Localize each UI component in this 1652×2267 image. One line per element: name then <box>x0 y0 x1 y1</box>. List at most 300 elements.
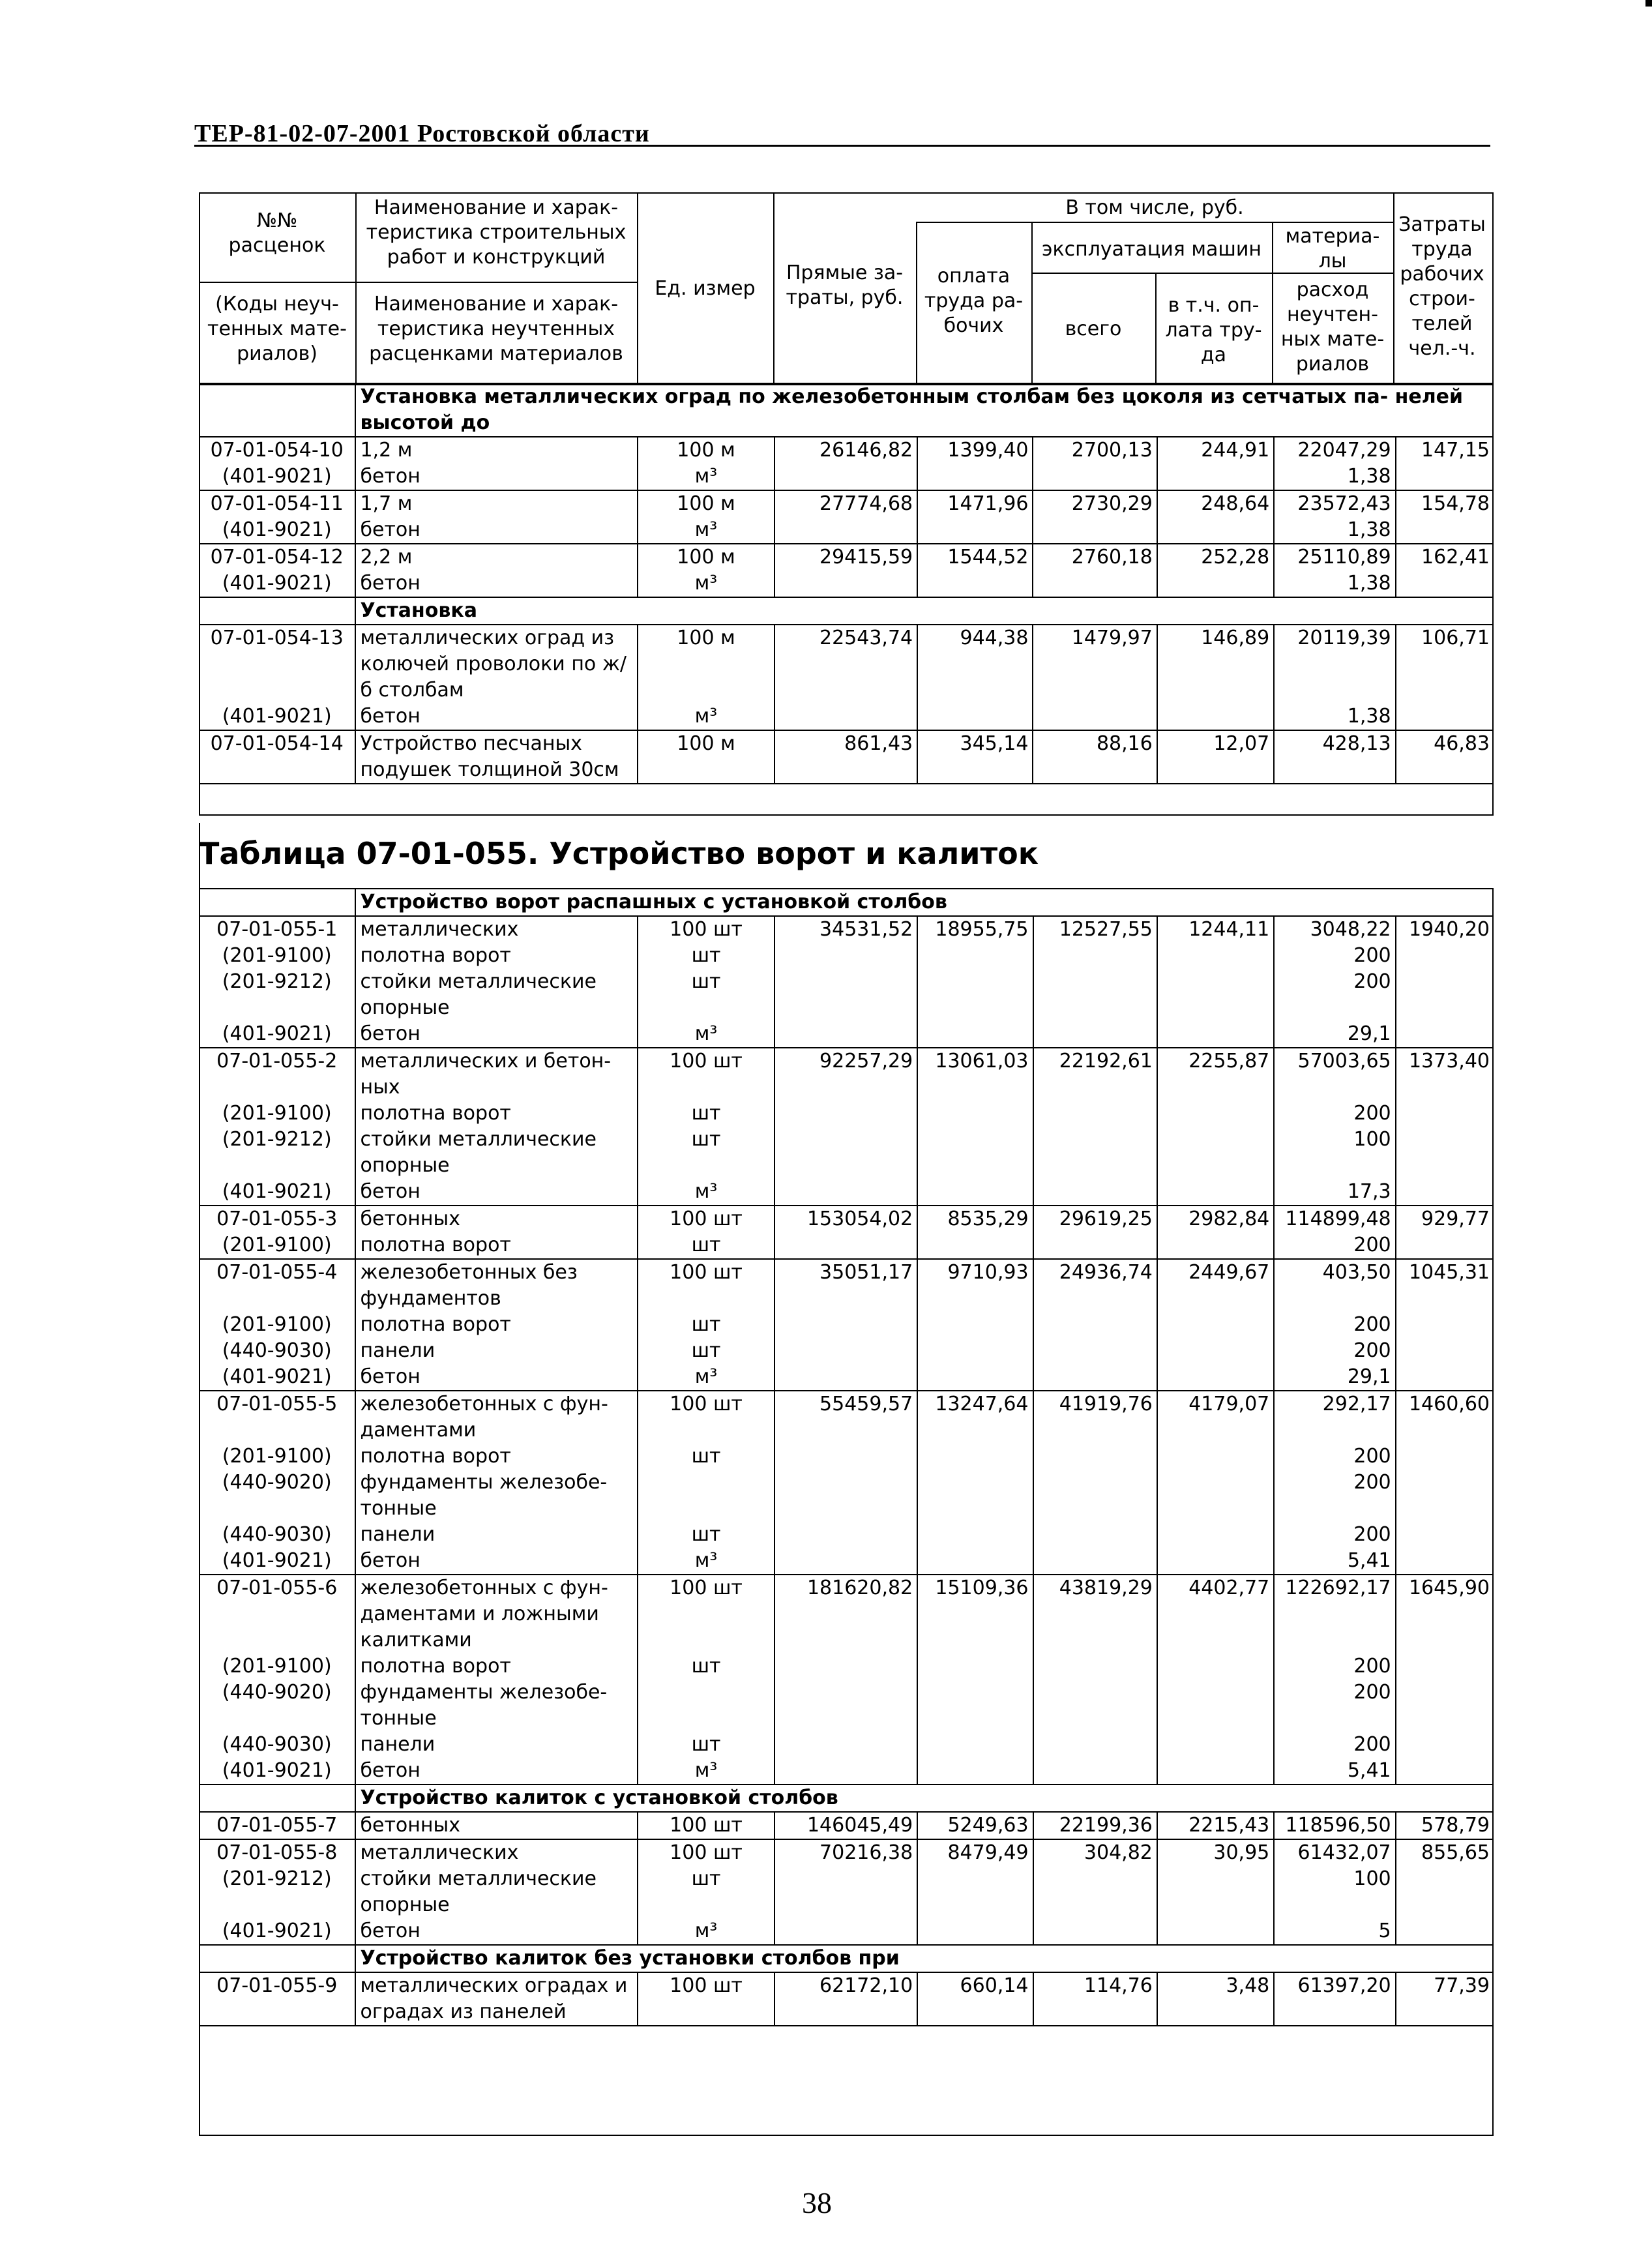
cell-code: (201-9100) <box>222 1445 332 1468</box>
cell-code: 07-01-055-1 <box>216 918 338 941</box>
hdr-text: труда <box>1411 238 1473 261</box>
cell-code: (201-9100) <box>222 944 332 967</box>
hdr-text: Наименование и харак- <box>374 196 619 219</box>
col-code-top <box>199 209 355 258</box>
cell-code: (201-9100) <box>199 1232 355 1259</box>
hdr-text: да <box>1200 344 1227 366</box>
cell-labor <box>917 1866 1033 1918</box>
cell-mach-labor <box>1157 1232 1274 1259</box>
section-title: Устройство ворот распашных с установкой столбов <box>355 889 1494 916</box>
hdr-text: Затраты <box>1398 213 1486 236</box>
table-row <box>199 464 1494 490</box>
cell-name: стойки металлические опорные <box>355 1866 638 1918</box>
cell-hours <box>1396 1653 1494 1680</box>
table-row <box>199 1206 1494 1232</box>
table-row <box>199 969 1494 1021</box>
cell-unit: шт <box>638 1127 774 1179</box>
section-spacer <box>199 1945 355 1972</box>
cell-direct: 146045,49 <box>774 1812 917 1839</box>
cell-labor <box>917 1522 1033 1548</box>
cell-labor <box>917 1918 1033 1945</box>
cell-unit: м³ <box>638 704 774 730</box>
cell-labor <box>917 969 1033 1021</box>
hdr-text: чел.-ч. <box>1408 337 1476 360</box>
cell-direct <box>774 1732 917 1758</box>
table-row <box>199 1444 1494 1470</box>
cell-unit: м³ <box>638 517 774 544</box>
cell-mat: 1,38 <box>1274 517 1395 544</box>
cell-labor <box>917 943 1033 969</box>
cell-mach-labor: 248,64 <box>1157 490 1274 517</box>
cell-hours <box>1396 1918 1494 1945</box>
cell-mach-labor <box>1157 1127 1274 1179</box>
cell-mat: 20119,39 <box>1274 625 1395 704</box>
table-row <box>199 1812 1494 1839</box>
cell-mach-labor <box>1157 570 1274 597</box>
table-row <box>199 1179 1494 1206</box>
cell-unit: м³ <box>638 1758 774 1785</box>
cell-name: панели <box>355 1338 638 1364</box>
cell-name: полотна ворот <box>355 1444 638 1470</box>
cell-mach-labor <box>1157 1732 1274 1758</box>
section-row <box>199 1945 1494 1972</box>
section-title: Устройство калиток с установкой столбов <box>355 1785 1494 1812</box>
cell-mach: 304,82 <box>1033 1839 1157 1866</box>
cell-name: бетон <box>355 464 638 490</box>
cell-name: панели <box>355 1732 638 1758</box>
cell-mach-labor: 3,48 <box>1157 1972 1274 2026</box>
cell-code: (201-9100) <box>222 1655 332 1678</box>
cell-mach: 2700,13 <box>1033 437 1157 464</box>
cell-mat: 200 <box>1274 1101 1395 1127</box>
cell-labor: 8479,49 <box>917 1839 1033 1866</box>
cell-mat: 5,41 <box>1274 1758 1395 1785</box>
cell-direct: 92257,29 <box>774 1048 917 1101</box>
table-row <box>199 1575 1494 1653</box>
cell-code: (401-9021) <box>199 1548 355 1575</box>
cell-mach-labor <box>1157 517 1274 544</box>
cell-labor: 1544,52 <box>917 544 1033 570</box>
hdr-text: материа- <box>1285 225 1380 248</box>
cell-labor <box>917 1758 1033 1785</box>
cell-code: (201-9100) <box>222 1102 332 1125</box>
hdr-text: риалов <box>1295 353 1370 376</box>
section-title: Устройство калиток без установки столбов при <box>355 1945 1494 1972</box>
cell-name: бетон <box>355 1179 638 1206</box>
cell-unit: шт <box>638 1312 774 1338</box>
cell-mat: 22047,29 <box>1274 437 1395 464</box>
header-rule <box>194 145 1490 147</box>
cell-mat: 200 <box>1274 1312 1395 1338</box>
cell-name: железобетонных без фундаментов <box>355 1259 638 1312</box>
hdr-text: рабочих <box>1400 263 1484 286</box>
cell-mach-labor <box>1157 1101 1274 1127</box>
cell-direct <box>774 1232 917 1259</box>
cell-direct <box>774 1101 917 1127</box>
cell-labor <box>917 1021 1033 1048</box>
cell-unit: 100 шт <box>638 1839 774 1866</box>
cell-mach <box>1033 1918 1157 1945</box>
cell-mach: 24936,74 <box>1033 1259 1157 1312</box>
table-row <box>199 730 1494 784</box>
cell-mach: 114,76 <box>1033 1972 1157 2026</box>
table-row <box>199 625 1494 704</box>
cell-name: бетон <box>355 1021 638 1048</box>
cell-name: металлических <box>355 916 638 943</box>
hdr-text: бочих <box>943 314 1004 337</box>
cell-direct <box>774 1918 917 1945</box>
cell-mat: 23572,43 <box>1274 490 1395 517</box>
cell-name: стойки металлические опорные <box>355 969 638 1021</box>
cell-direct <box>774 1653 917 1680</box>
cell-mach-labor <box>1157 969 1274 1021</box>
cell-mach-labor <box>1157 1918 1274 1945</box>
section-row <box>199 889 1494 916</box>
cell-unit: 100 м <box>638 625 774 704</box>
cell-code: 07-01-055-6 <box>216 1577 338 1599</box>
cell-unit: 100 шт <box>638 1259 774 1312</box>
cell-code: (401-9021) <box>199 464 355 490</box>
col-name-bottom <box>355 292 637 366</box>
cell-code: 07-01-055-3 <box>216 1208 338 1230</box>
cell-unit: 100 шт <box>638 916 774 943</box>
cell-name: фундаменты железобе- тонные <box>355 1680 638 1732</box>
cell-mach: 2730,29 <box>1033 490 1157 517</box>
cell-mach <box>1033 570 1157 597</box>
cell-mach: 22199,36 <box>1033 1812 1157 1839</box>
cell-labor <box>917 1364 1033 1391</box>
table-row <box>199 1839 1494 1866</box>
cell-direct <box>774 704 917 730</box>
cell-mat: 403,50 <box>1274 1259 1395 1312</box>
hdr-text: тенных мате- <box>207 318 347 340</box>
col-materials-unacc <box>1272 278 1393 377</box>
cell-direct: 35051,17 <box>774 1259 917 1312</box>
table-row <box>199 1653 1494 1680</box>
cell-name: железобетонных с фун- даментами и ложными калитками <box>355 1575 638 1653</box>
cell-mach-labor: 4179,07 <box>1157 1391 1274 1444</box>
table-row <box>199 1522 1494 1548</box>
cell-mach <box>1033 517 1157 544</box>
table-row <box>199 1918 1494 1945</box>
cell-hours <box>1396 1338 1494 1364</box>
cell-labor: 1399,40 <box>917 437 1033 464</box>
cell-labor <box>917 1179 1033 1206</box>
cell-unit: 100 шт <box>638 1812 774 1839</box>
cell-hours: 855,65 <box>1396 1839 1494 1866</box>
cell-direct <box>774 1312 917 1338</box>
hdr-text: расценками материалов <box>369 342 623 365</box>
cell-direct: 34531,52 <box>774 916 917 943</box>
cell-name: бетонных <box>355 1206 638 1232</box>
cell-code: 07-01-054-14 <box>199 730 355 784</box>
cell-hours: 1045,31 <box>1396 1259 1494 1312</box>
cell-hours <box>1396 1732 1494 1758</box>
cell-labor: 8535,29 <box>917 1206 1033 1232</box>
cell-mat: 61432,07 <box>1274 1839 1395 1866</box>
cell-hours <box>1396 1866 1494 1918</box>
section-title: Установка <box>355 597 1494 625</box>
cell-mat: 200 <box>1274 1653 1395 1680</box>
cell-direct <box>774 1338 917 1364</box>
table-row <box>199 1364 1494 1391</box>
cell-name: стойки металлические опорные <box>355 1127 638 1179</box>
cell-mach: 2760,18 <box>1033 544 1157 570</box>
cell-direct <box>774 517 917 544</box>
cell-name: металлических оградах и оградах из панелей <box>355 1972 638 2026</box>
cell-mach: 29619,25 <box>1033 1206 1157 1232</box>
cell-mach-labor <box>1157 1548 1274 1575</box>
cell-hours <box>1396 969 1494 1021</box>
cell-mat: 61397,20 <box>1274 1972 1395 2026</box>
col-labor-cost <box>1393 213 1491 361</box>
hdr-text: работ и конструкций <box>387 246 606 269</box>
table-row <box>199 916 1494 943</box>
cell-mat: 100 <box>1274 1866 1395 1918</box>
cell-mach <box>1033 464 1157 490</box>
cell-hours: 147,15 <box>1396 437 1494 464</box>
table-row <box>199 1866 1494 1918</box>
hdr-text: неучтен- <box>1287 303 1378 326</box>
rates-table-part1 <box>199 384 1494 784</box>
cell-hours <box>1396 1548 1494 1575</box>
cell-code: 07-01-055-8 <box>216 1841 338 1864</box>
cell-mach-labor <box>1157 1680 1274 1732</box>
cell-labor: 944,38 <box>917 625 1033 704</box>
section-spacer <box>199 384 355 437</box>
hdr-text: труда ра- <box>924 289 1024 312</box>
cell-mach <box>1033 1232 1157 1259</box>
cell-mach-labor: 2215,43 <box>1157 1812 1274 1839</box>
section-row <box>199 597 1494 625</box>
cell-code: (401-9021) <box>199 1364 355 1391</box>
cell-direct <box>774 1021 917 1048</box>
cell-mach-labor <box>1157 1179 1274 1206</box>
cell-labor: 5249,63 <box>917 1812 1033 1839</box>
cell-labor: 13061,03 <box>917 1048 1033 1101</box>
cell-code: (401-9021) <box>199 1179 355 1206</box>
col-incl: В том числе, руб. <box>1065 196 1244 219</box>
cell-mat: 200 <box>1274 1444 1395 1470</box>
table-row <box>199 1048 1494 1101</box>
cell-labor <box>917 464 1033 490</box>
cell-unit: шт <box>638 1232 774 1259</box>
cell-hours: 154,78 <box>1396 490 1494 517</box>
table-row <box>199 1232 1494 1259</box>
cell-hours: 77,39 <box>1396 1972 1494 2026</box>
hdr-text: теристика строительных <box>366 221 627 244</box>
cell-direct: 181620,82 <box>774 1575 917 1653</box>
cell-direct: 55459,57 <box>774 1391 917 1444</box>
cell-name: бетон <box>355 517 638 544</box>
cell-mat: 57003,65 <box>1274 1048 1395 1101</box>
section-title: Установка металлических оград по железобетонным столбам без цоколя из сетчатых па- нелей высотой до <box>355 384 1494 437</box>
hdr-text: (Коды неуч- <box>215 293 339 316</box>
cell-mach-labor: 252,28 <box>1157 544 1274 570</box>
cell-unit: 100 м <box>638 730 774 784</box>
cell-mach-labor: 2255,87 <box>1157 1048 1274 1101</box>
cell-labor: 13247,64 <box>917 1391 1033 1444</box>
cell-mach <box>1033 704 1157 730</box>
cell-mach-labor: 12,07 <box>1157 730 1274 784</box>
cell-mach-labor: 4402,77 <box>1157 1575 1274 1653</box>
table-row <box>199 1312 1494 1338</box>
cell-unit: шт <box>638 969 774 1021</box>
table-row <box>199 1470 1494 1522</box>
cell-unit <box>638 1680 774 1732</box>
cell-direct <box>774 1680 917 1732</box>
cell-mach-labor <box>1157 704 1274 730</box>
cell-hours <box>1396 570 1494 597</box>
cell-unit: 100 шт <box>638 1206 774 1232</box>
cell-direct <box>774 1522 917 1548</box>
cell-unit <box>638 1470 774 1522</box>
table-title: Таблица 07-01-055. Устройство ворот и калиток <box>199 836 1039 871</box>
cell-name: фундаменты железобе- тонные <box>355 1470 638 1522</box>
cell-hours <box>1396 943 1494 969</box>
col-name-top <box>355 196 637 270</box>
cell-direct: 70216,38 <box>774 1839 917 1866</box>
table-row <box>199 943 1494 969</box>
cell-mat: 118596,50 <box>1274 1812 1395 1839</box>
cell-hours <box>1396 1179 1494 1206</box>
cell-direct <box>774 1866 917 1918</box>
col-labor-pay <box>916 264 1031 338</box>
cell-name: металлических <box>355 1839 638 1866</box>
cell-code: (440-9020) <box>222 1681 332 1704</box>
cell-mat: 5 <box>1274 1918 1395 1945</box>
hdr-text: №№ <box>256 209 298 232</box>
cell-mach: 12527,55 <box>1033 916 1157 943</box>
cell-labor <box>917 517 1033 544</box>
cell-mach <box>1033 1364 1157 1391</box>
cell-labor <box>917 704 1033 730</box>
cell-direct: 62172,10 <box>774 1972 917 2026</box>
cell-hours <box>1396 464 1494 490</box>
cell-mat: 114899,48 <box>1274 1206 1395 1232</box>
cell-hours: 929,77 <box>1396 1206 1494 1232</box>
cell-direct <box>774 464 917 490</box>
cell-name: полотна ворот <box>355 1312 638 1338</box>
cell-direct <box>774 969 917 1021</box>
hdr-text: ных мате- <box>1280 328 1385 351</box>
section-spacer <box>199 597 355 625</box>
col-unit: Ед. измер <box>655 277 756 300</box>
cell-mach <box>1033 1312 1157 1338</box>
cell-code: 07-01-054-11 <box>210 492 344 515</box>
cell-direct <box>774 1364 917 1391</box>
table-row <box>199 437 1494 464</box>
col-machines: эксплуатация машин <box>1042 238 1261 261</box>
section-spacer <box>199 889 355 916</box>
cell-unit: м³ <box>638 1364 774 1391</box>
cell-direct: 29415,59 <box>774 544 917 570</box>
cell-hours <box>1396 1021 1494 1048</box>
cell-code: (201-9100) <box>222 1313 332 1336</box>
cell-unit: шт <box>638 1866 774 1918</box>
table-row <box>199 1101 1494 1127</box>
cell-labor: 9710,93 <box>917 1259 1033 1312</box>
cell-mach-labor: 2449,67 <box>1157 1259 1274 1312</box>
cell-code: 07-01-054-13 <box>210 627 344 649</box>
cell-mach-labor <box>1157 1444 1274 1470</box>
cell-mach: 22192,61 <box>1033 1048 1157 1101</box>
cell-unit: 100 м <box>638 437 774 464</box>
section-row <box>199 1785 1494 1812</box>
cell-name: полотна ворот <box>355 943 638 969</box>
cell-unit: шт <box>638 1444 774 1470</box>
cell-code: (401-9021) <box>199 570 355 597</box>
cell-direct <box>774 1470 917 1522</box>
cell-mach <box>1033 1470 1157 1522</box>
cell-code: (401-9021) <box>199 704 355 730</box>
cell-hours <box>1396 1522 1494 1548</box>
cell-unit: шт <box>638 1338 774 1364</box>
cell-code: 07-01-055-5 <box>216 1393 338 1415</box>
hdr-text: телей <box>1411 312 1473 335</box>
cell-mach-labor: 1244,11 <box>1157 916 1274 943</box>
cell-mach <box>1033 1101 1157 1127</box>
cell-code: (401-9021) <box>199 1918 355 1945</box>
cell-mach-labor <box>1157 1021 1274 1048</box>
table-row <box>199 1758 1494 1785</box>
cell-name: полотна ворот <box>355 1101 638 1127</box>
cell-name: панели <box>355 1522 638 1548</box>
cell-code: (401-9021) <box>199 1021 355 1048</box>
cell-mach-labor: 244,91 <box>1157 437 1274 464</box>
table-row <box>199 704 1494 730</box>
cell-name: металлических оград из колючей проволоки по ж/б столбам <box>355 625 638 704</box>
cell-unit: 100 шт <box>638 1048 774 1101</box>
table-row <box>199 1127 1494 1179</box>
cell-hours <box>1396 1232 1494 1259</box>
cell-unit: 100 шт <box>638 1972 774 2026</box>
hdr-divider <box>199 282 637 283</box>
hdr-divider <box>916 222 1393 223</box>
cell-hours <box>1396 1758 1494 1785</box>
hdr-text: в т.ч. оп- <box>1168 294 1260 317</box>
cell-mat: 200 <box>1274 969 1395 1021</box>
hdr-text: Прямые за- <box>786 261 904 284</box>
cell-mach-labor <box>1157 1470 1274 1522</box>
hdr-text: строи- <box>1409 288 1475 310</box>
cell-mach-labor <box>1157 1338 1274 1364</box>
cell-name: 1,2 м <box>355 437 638 464</box>
col-machines-total: всего <box>1065 318 1122 340</box>
cell-labor <box>917 570 1033 597</box>
cell-unit: м³ <box>638 1918 774 1945</box>
cell-mach-labor <box>1157 1653 1274 1680</box>
corner-mark <box>1645 0 1652 7</box>
cell-mat: 1,38 <box>1274 704 1395 730</box>
cell-labor: 1471,96 <box>917 490 1033 517</box>
cell-unit: м³ <box>638 1548 774 1575</box>
cell-mach <box>1033 1548 1157 1575</box>
cell-labor <box>917 1444 1033 1470</box>
cell-mach <box>1033 1680 1157 1732</box>
cell-unit: м³ <box>638 1179 774 1206</box>
cell-mat: 200 <box>1274 1732 1395 1758</box>
cell-labor: 660,14 <box>917 1972 1033 2026</box>
cell-mach <box>1033 969 1157 1021</box>
cell-direct: 153054,02 <box>774 1206 917 1232</box>
cell-unit: 100 м <box>638 544 774 570</box>
cell-code: (401-9021) <box>199 517 355 544</box>
cell-code: 07-01-055-4 <box>216 1261 338 1284</box>
cell-name: бетон <box>355 1548 638 1575</box>
cell-mat: 1,38 <box>1274 570 1395 597</box>
cell-direct <box>774 1548 917 1575</box>
